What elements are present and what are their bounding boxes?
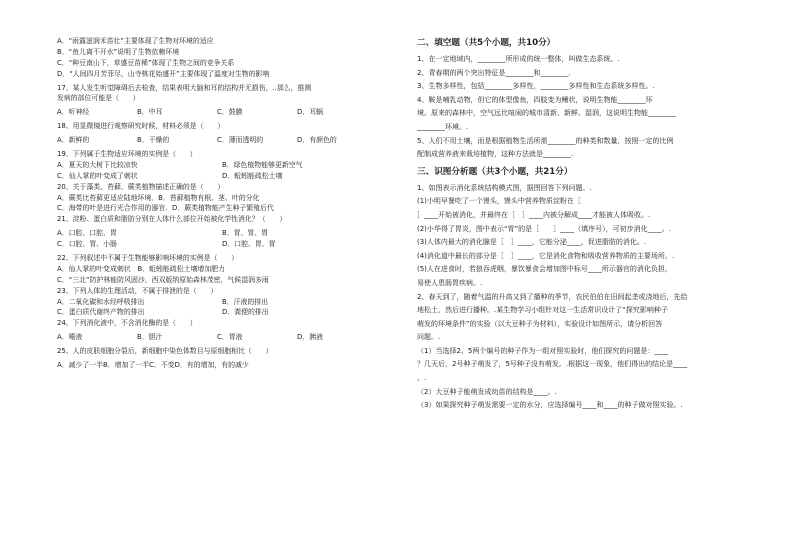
- fill-line: ________环境。.: [417, 122, 469, 131]
- q17-options: [57, 107, 394, 118]
- fill-line: 5、人们不用土壤，而是根据植物生活所需________的种类和数量，按照一定的比例: [417, 136, 674, 145]
- q23-option-b: B．汗液的排出: [222, 297, 269, 306]
- q22-options-row2: C．“三北”防护林能防风固沙，西双版纳原始森林茂密，气候湿润多雨: [57, 275, 269, 284]
- q18-stem: 18、用显微镜进行观察研究时候，材料必须是（ ）: [57, 122, 225, 131]
- q17-option-c: C．鼓膜: [217, 108, 243, 117]
- analysis-line: 萌发的环境条件”的实验（以大豆种子为材料），实验设计如图所示，请分析回答: [417, 319, 663, 328]
- q21-options-row1: [57, 228, 394, 239]
- q21-option-d: D．口腔、胃、胃: [222, 240, 276, 249]
- q17-stem-1: 17、某人发生听觉障碍后去检查，结果表明大脑和耳的结构并无损伤，..那么，推测: [57, 83, 312, 92]
- q23-stem: 23、下列人体的生理活动，不属于排泄的是（ ）: [57, 286, 218, 295]
- q19-options-row2: [57, 171, 394, 182]
- analysis-line: （2）大豆种子能萌发成幼苗的结构是____。.: [417, 387, 557, 396]
- fill-line: 配制成营养液来栽培植物，这种方法就是________.: [417, 150, 574, 159]
- q24-option-c: C．胃液: [217, 333, 243, 342]
- q21-option-a: A．口腔、口腔、胃: [57, 229, 117, 238]
- q18-option-a: A．新鲜的: [57, 136, 90, 145]
- q20-options-row2: C．海带的叶是进行光合作用的器官．D．蕨类植物能产生种子繁殖后代: [57, 204, 274, 213]
- fill-line: 4、鞍是哺乳动物，但它的体型像鱼，四肢变为鳍状，说明生物能________环: [417, 95, 653, 104]
- q23-option-a: A．二氧化碳和水经呼吸排出: [57, 297, 145, 306]
- q16-option-d: D．“人间四月芳菲尽，山寺桃花始盛开”主要体现了温度对生物的影响: [57, 69, 270, 78]
- fill-line: 1、在一定地域内，________所形成的统一整体，叫做生态系统。.: [417, 55, 620, 63]
- q19-options-row1: [57, 160, 394, 171]
- analysis-line: (5)人在进食时，若狼吞虎咽，暴饮暴食会增加图中标号____所示器官的消化负担，: [417, 265, 672, 274]
- q21-options-row2: [57, 239, 394, 250]
- right-column: [417, 36, 762, 413]
- q19-option-b: B．绿色植物能够更新空气: [222, 160, 303, 169]
- q22-options-row1: A．仙人掌的叶变成刺状 B．蚯蚓能疏松土壤增加肥力: [57, 264, 225, 273]
- analysis-line: 易使人患肠胃疾病。.: [417, 278, 483, 287]
- q17-option-b: B．中耳: [137, 108, 163, 117]
- q23-options-row1: [57, 297, 394, 308]
- q20-stem: 20、关于藻类、苔藓、蕨类植物描述正确的是（ ）: [57, 182, 225, 191]
- q24-option-a: A．唾液: [57, 333, 83, 342]
- q24-stem: 24、下列消化液中，不含消化酶的是（ ）: [57, 319, 197, 328]
- q18-options: [57, 135, 394, 146]
- q18-option-c: C．薄而透明的: [217, 136, 264, 145]
- q18-option-d: D．有颜色的: [297, 136, 337, 145]
- fill-line: 2、青春期的两个突出特征是________和________.: [417, 68, 571, 77]
- q16-option-b: B．“鱼儿离不开水”说明了生物依赖环境: [57, 47, 180, 56]
- analysis-line: (3)人体内最大的消化腺是［ ］____，它能分泌____，促进脂肪的消化。.: [417, 238, 647, 247]
- analysis-line: 。.: [417, 374, 427, 383]
- analysis-line: (4)消化道中最长的部分是［ ］____，它是消化食物和吸收营养物质的主要场所。.: [417, 251, 675, 260]
- q17-option-a: A．听神经: [57, 108, 90, 117]
- q24-option-d: D．胰液: [297, 333, 323, 342]
- q24-options: [57, 332, 394, 343]
- q16-option-a: A．“雨露滋润禾苗壮”主要体现了生物对环境的适应: [57, 37, 214, 45]
- q21-stem: 21、淀粉、蛋白质和脂肪分别在人体什么部位开始被化学性消化？（ ）: [57, 215, 287, 224]
- q23-option-c: C．蛋白质代谢终产物的排出: [57, 308, 145, 317]
- analysis-line: 问题。.: [417, 333, 441, 342]
- fill-line: 3、生物多样性，包括________多样性，________多样性和生态系统多样性。.: [417, 82, 655, 91]
- analysis-line: （3）如果探究种子萌发需要一定的水分，应选择编号____和____的种子做对照实验。.: [417, 401, 683, 410]
- analysis-line: 地松土，然后进行播种。.某生物学习小组针对这一生活常识设计了“探究影响种子: [417, 306, 668, 315]
- analysis-line: ］____开始被消化，并最终在［ ］____内被分解成____才能被人体吸收。.: [417, 210, 651, 219]
- analysis-line: (1)小明早餐吃了一个馒头，馒头中营养物质淀粉在［: [417, 197, 588, 206]
- q21-option-b: B．胃、胃、胃: [222, 229, 269, 238]
- q25-stem: 25、人的皮肤细胞分裂后，新细胞中染色体数目与原细胞相比（ ）: [57, 347, 273, 356]
- q19-stem: 19、下列属于生物适应环境的实例是（ ）: [57, 150, 197, 159]
- analysis-line: （1）当选择2、5两个编号的种子作为一组对照实验时，他们探究的问题是：____: [417, 346, 669, 355]
- q19-option-c: C．仙人掌的叶变成了刺状: [57, 171, 138, 180]
- q17-stem-2: 发病的部位可能是（ ）: [57, 94, 140, 103]
- section-analysis-title: 三、识图分析题（共3个小题，共21分）: [417, 166, 573, 177]
- q23-options-row2: [57, 307, 394, 318]
- section-fill-in-title: 二、填空题（共5个小题，共10分）: [417, 38, 556, 48]
- q22-stem: 22、下列叙述中不属于生物能够影响环境的实例是（ ）: [57, 254, 239, 263]
- q20-options-row1: A．蕨类比苔藓更适应陆地环境．B．苔藓植物有根、茎、叶的分化: [57, 193, 260, 202]
- analysis-line: 2、春天到了，随着气温的升高又到了播种的季节，农民伯伯在田间起垄或浇地后，先给: [417, 292, 688, 301]
- q19-option-d: D．蚯蚓能疏松土壤: [222, 171, 283, 180]
- q23-option-d: D．粪便的排出: [222, 308, 269, 317]
- left-column: [57, 36, 394, 371]
- fill-line: 境。原来的森林中，空气远比喧闹的城市清新、新鲜、湿润，这说明生物能________: [417, 109, 676, 118]
- q25-options: A．减少了一半B．增加了一半C．不变D．有的增加，有的减少: [57, 361, 249, 370]
- q18-option-b: B．干燥的: [137, 136, 170, 145]
- q17-option-d: D．耳蜗: [297, 108, 323, 117]
- analysis-line: 1、如图表示消化系统结构模式图，据图回答下列问题。.: [417, 183, 592, 192]
- q16-option-c: C．“种豆南山下，草盛豆苗稀”体现了生物之间的竞争关系: [57, 58, 235, 67]
- analysis-line: ？几天后，2号种子萌发了，5号种子没有萌发。.根据这一现象，他们得出的结论是____: [417, 360, 688, 369]
- q24-option-b: B．胆汁: [137, 333, 163, 342]
- analysis-line: (2)小华得了胃炎，图中表示“胃”的是［ ］____（填序号），可初步消化____。.: [417, 224, 671, 233]
- q21-option-c: C．口腔、胃、小肠: [57, 240, 117, 249]
- q19-option-a: A．夏天的大树下比较凉快: [57, 160, 138, 169]
